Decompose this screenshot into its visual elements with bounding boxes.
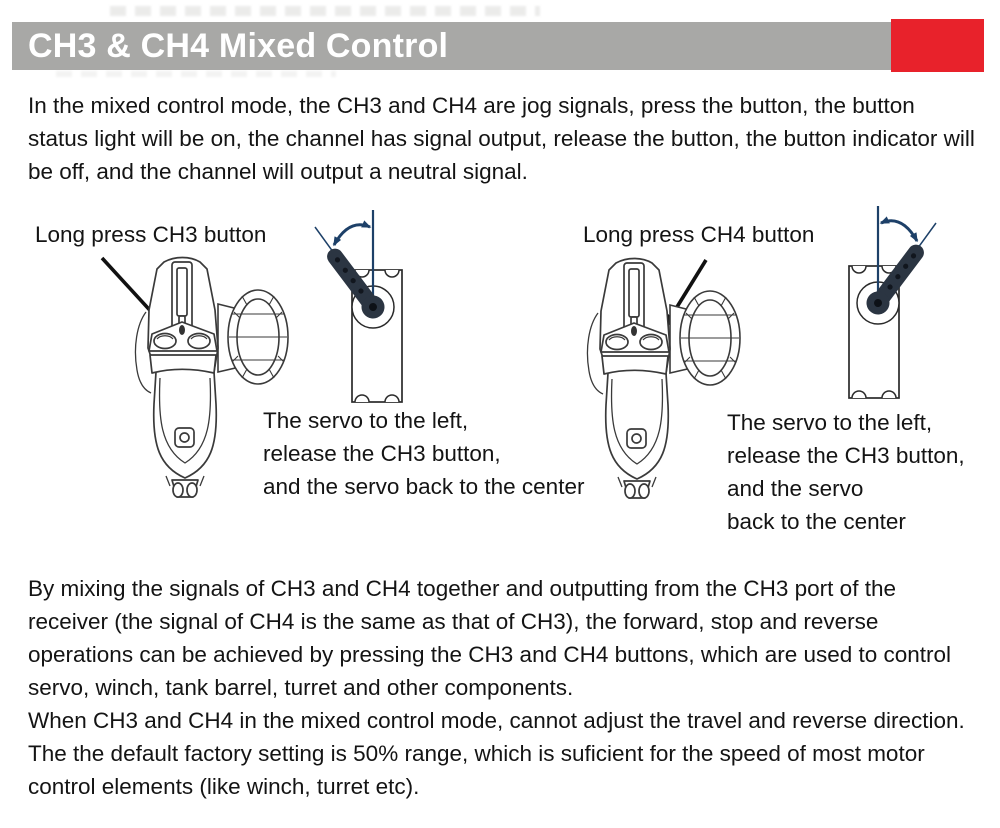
label-long-press-ch3: Long press CH3 button: [35, 222, 267, 247]
servo-illustration-left: [304, 200, 419, 405]
caption-right-line1: The servo to the left,: [727, 410, 933, 435]
scan-artifact-under-bar: [56, 71, 336, 77]
label-long-press-ch4: Long press CH4 button: [583, 222, 815, 247]
section-header-bar: [12, 22, 891, 70]
body-text: [28, 572, 980, 803]
caption-left-line1: The servo to the left,: [263, 408, 469, 433]
page-title: CH3 & CH4 Mixed Control: [28, 26, 449, 65]
caption-right-line2: release the CH3 button,: [727, 443, 965, 468]
caption-left-line3: and the servo back to the center: [263, 474, 585, 499]
servo-illustration-right: [832, 196, 947, 401]
caption-right: [727, 406, 965, 538]
caption-right-line3: and the servo: [727, 476, 864, 501]
body-paragraph-1: By mixing the signals of CH3 and CH4 together and outputting from the CH3 port of the receiver (the signal of CH4 is the same as that of CH3), the forward, stop and reverse operations can be achieved by pressing the CH3 and CH4 buttons, which are used to control servo, winch, tank barrel, turret and other components.: [28, 576, 952, 700]
caption-left-line2: release the CH3 button,: [263, 441, 501, 466]
caption-left: [263, 404, 584, 503]
header-accent-block: [891, 19, 984, 72]
body-paragraph-2: When CH3 and CH4 in the mixed control mode, cannot adjust the travel and reverse direction. The the default factory setting is 50% range, which is suficient for the speed of most motor control elements (like winch, turret etc).: [28, 708, 965, 799]
caption-right-line4: back to the center: [727, 509, 906, 534]
transmitter-illustration-right: [582, 253, 742, 503]
scan-artifact-top: [110, 6, 540, 16]
intro-paragraph: In the mixed control mode, the CH3 and CH4 are jog signals, press the button, the button status light will be on, the channel has signal output, release the button, the button indicator will be off, and the channel will output a neutral signal.: [28, 93, 975, 184]
